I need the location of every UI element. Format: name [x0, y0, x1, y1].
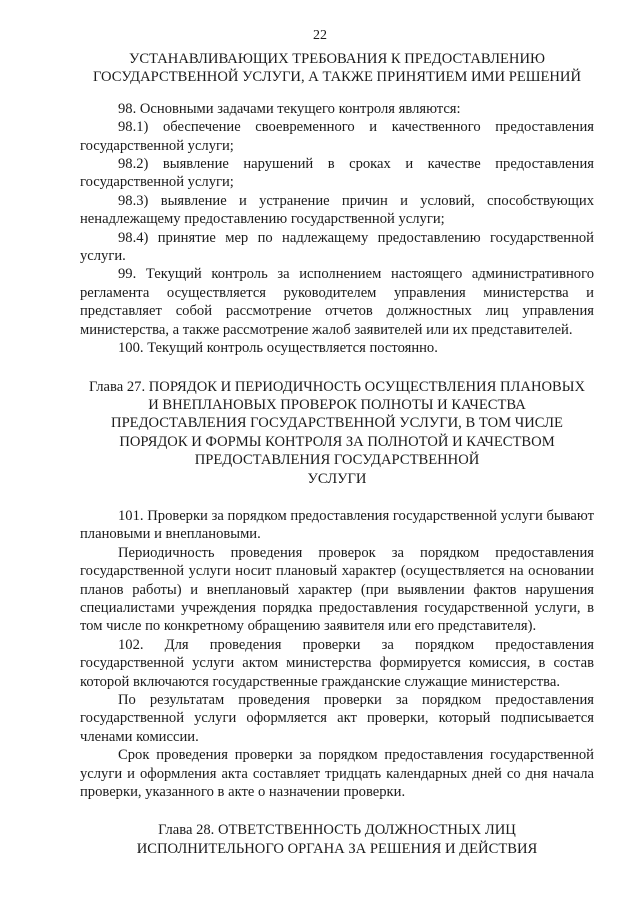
chapter-heading-line: Глава 28. ОТВЕТСТВЕННОСТЬ ДОЛЖНОСТНЫХ ЛИЦ — [158, 822, 516, 839]
chapter-heading-line: ПОРЯДОК И ФОРМЫ КОНТРОЛЯ ЗА ПОЛНОТОЙ И КАЧЕСТВОМ — [119, 433, 555, 450]
chapter-heading-line: И ВНЕПЛАНОВЫХ ПРОВЕРОК ПОЛНОТЫ И КАЧЕСТВА — [148, 396, 526, 413]
page-number: 22 — [313, 28, 327, 43]
paragraph-102: 102. Для проведения проверки за порядком предоставления государственной услуги актом министерства формируется комиссия, в состав которой включаются государственные гражданские служащие министерства. — [80, 636, 594, 690]
paragraph-98-2: 98.2) выявление нарушений в сроках и качестве предоставления государственной услуги; — [80, 156, 594, 191]
chapter-28-heading — [80, 821, 594, 858]
page-content — [80, 50, 594, 858]
paragraph-99: 99. Текущий контроль за исполнением настоящего административного регламента осуществляется руководителем управления министерства и представляет собой рассмотрение отчетов должностных лиц управления министерства, а также рассмотрение жалоб заявителей или их представителей. — [80, 266, 594, 338]
heading-continued — [80, 50, 594, 87]
heading-line: ГОСУДАРСТВЕННОЙ УСЛУГИ, А ТАКЖЕ ПРИНЯТИЕМ ИМИ РЕШЕНИЙ — [92, 69, 582, 86]
paragraph-100: 100. Текущий контроль осуществляется постоянно. — [118, 340, 438, 357]
chapter-heading-line: Глава 27. ПОРЯДОК И ПЕРИОДИЧНОСТЬ ОСУЩЕСТВЛЕНИЯ ПЛАНОВЫХ — [88, 378, 586, 395]
chapter-heading-line: ИСПОЛНИТЕЛЬНОГО ОРГАНА ЗА РЕШЕНИЯ И ДЕЙСТВИЯ — [136, 840, 538, 857]
chapter-heading-line: ПРЕДОСТАВЛЕНИЯ ГОСУДАРСТВЕННОЙ — [194, 452, 480, 469]
paragraph-98-4: 98.4) принятие мер по надлежащему предоставлению государственной услуги. — [80, 229, 594, 265]
paragraph-102-results: По результатам проведения проверки за порядком предоставления государственной услуги оформляется акт проверки, который подписывается членами комиссии. — [80, 692, 594, 745]
chapter-heading-line: УСЛУГИ — [307, 470, 367, 487]
chapter-27-heading — [80, 378, 594, 488]
paragraph-98-1: 98.1) обеспечение своевременного и качественного предоставления государственной услуги; — [80, 119, 594, 154]
paragraph-101-periodicity: Периодичность проведения проверок за порядком предоставления государственной услуги носит плановый характер (осуществляется на основании планов работы) и внеплановый характер (при выявлении фактов нарушения специалистами учреждения порядка предоставления государственной услуги, в том числе по конкретному обращению заявителя или его представителя). — [80, 544, 594, 635]
heading-line: УСТАНАВЛИВАЮЩИХ ТРЕБОВАНИЯ К ПРЕДОСТАВЛЕНИЮ — [128, 51, 546, 67]
paragraph-98-intro: 98. Основными задачами текущего контроля являются: — [118, 100, 461, 117]
paragraph-98-3: 98.3) выявление и устранение причин и условий, способствующих ненадлежащему предоставлению государственной услуги; — [80, 192, 594, 228]
paragraph-102-term: Срок проведения проверки за порядком предоставления государственной услуги и оформления акта составляет тридцать календарных дней со дня начала проверки, указанного в акте о назначении проверки. — [80, 747, 594, 801]
chapter-heading-line: ПРЕДОСТАВЛЕНИЯ ГОСУДАРСТВЕННОЙ УСЛУГИ, В ТОМ ЧИСЛЕ — [111, 415, 563, 432]
paragraph-101: 101. Проверки за порядком предоставления государственной услуги бывают плановыми и внеплановыми. — [80, 507, 594, 543]
